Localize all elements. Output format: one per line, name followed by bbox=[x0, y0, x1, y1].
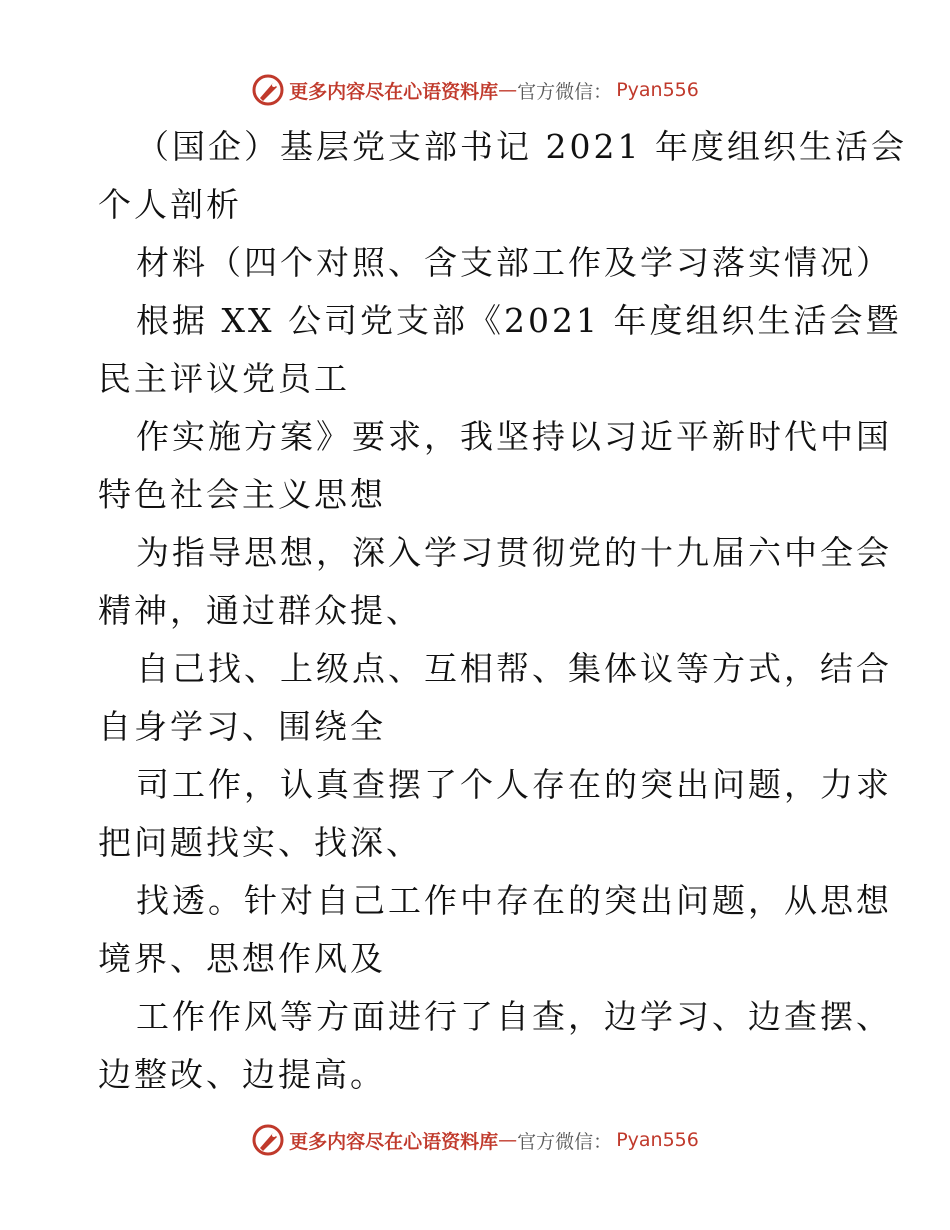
pen-nib-logo-icon bbox=[251, 73, 285, 107]
doc-line: 自己找、上级点、互相帮、集体议等方式，结合 bbox=[136, 649, 892, 688]
watermark-main-text: 更多内容尽在心语资料库 bbox=[289, 1130, 499, 1153]
watermark-label: 官方微信： bbox=[517, 1130, 613, 1153]
doc-line: 精神，通过群众提、 bbox=[98, 591, 422, 630]
doc-line: 根据 XX 公司党支部《2021 年度组织生活会暨 bbox=[136, 301, 902, 340]
doc-line: 找透。针对自己工作中存在的突出问题，从思想 bbox=[136, 881, 892, 920]
doc-line: 边整改、边提高。 bbox=[98, 1055, 386, 1094]
doc-title-line-1: （国企）基层党支部书记 2021 年度组织生活会 bbox=[136, 127, 907, 166]
doc-title-line-2: 个人剖析 bbox=[98, 185, 242, 224]
doc-line: 把问题找实、找深、 bbox=[98, 823, 422, 862]
watermark-main-text: 更多内容尽在心语资料库 bbox=[289, 80, 499, 103]
doc-line: 工作作风等方面进行了自查，边学习、边查摆、 bbox=[136, 997, 892, 1036]
doc-line: 司工作，认真查摆了个人存在的突出问题，力求 bbox=[136, 765, 892, 804]
header-watermark bbox=[0, 70, 950, 110]
doc-line: 特色社会主义思想 bbox=[98, 475, 386, 514]
watermark-separator: — bbox=[498, 1129, 518, 1151]
doc-line: 自身学习、围绕全 bbox=[98, 707, 386, 746]
watermark-wechat-id: Pyan556 bbox=[616, 79, 699, 101]
doc-title-line-3: 材料（四个对照、含支部工作及学习落实情况） bbox=[136, 243, 892, 282]
pen-nib-logo-icon bbox=[251, 1123, 285, 1157]
document-body bbox=[98, 118, 907, 1104]
doc-line: 为指导思想，深入学习贯彻党的十九届六中全会 bbox=[136, 533, 892, 572]
doc-line: 民主评议党员工 bbox=[98, 359, 350, 398]
watermark-wechat-id: Pyan556 bbox=[616, 1129, 699, 1151]
watermark-label: 官方微信： bbox=[517, 80, 613, 103]
doc-line: 境界、思想作风及 bbox=[98, 939, 386, 978]
watermark-separator: — bbox=[498, 79, 518, 101]
doc-line: 作实施方案》要求，我坚持以习近平新时代中国 bbox=[136, 417, 892, 456]
footer-watermark bbox=[0, 1120, 950, 1160]
